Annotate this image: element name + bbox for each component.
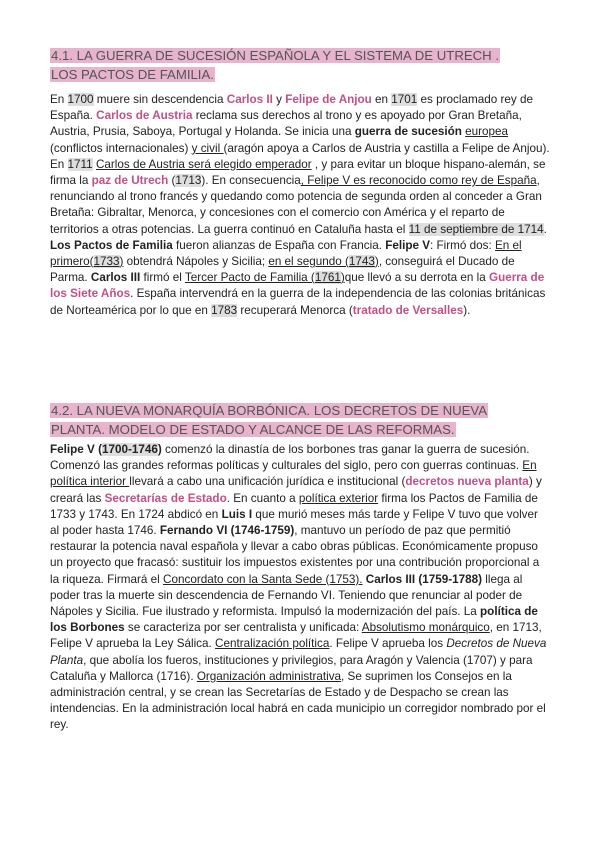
text-run: Carlos de Austria xyxy=(96,109,193,123)
section2-heading-line1: 4.2. LA NUEVA MONARQUÍA BORBÓNICA. LOS DECRETOS DE NUEVA xyxy=(51,403,488,418)
text-run: ) xyxy=(374,255,379,269)
section2-body xyxy=(50,442,550,734)
text-run: que llevó a su derrota en la xyxy=(344,271,489,285)
text-run: (conflictos internacionales) xyxy=(50,141,192,155)
text-run: decretos nueva planta xyxy=(405,475,529,489)
text-run: tratado de Versalles xyxy=(352,303,464,317)
text-run: , que abolía los fueros, instituciones y privilegios, para Aragón y Valencia (1707) y para Cataluña y Mallorca (1716). xyxy=(50,653,533,683)
text-run: . En cuanto a xyxy=(226,491,299,505)
text-run: Tercer Pacto de Familia ( xyxy=(184,271,315,285)
text-run: Guerra de los Siete Años xyxy=(50,271,545,301)
text-run: Absolutismo monárquico xyxy=(361,621,490,635)
text-run: En xyxy=(50,93,68,106)
text-run: Luis I xyxy=(221,507,253,521)
text-run: obtendrá Nápoles y Sicilia; xyxy=(123,255,269,269)
text-run: 1701 xyxy=(391,93,418,106)
text-run: firmó el xyxy=(140,271,185,285)
text-run: Los Pactos de Familia xyxy=(50,238,173,252)
section1-paragraph-2 xyxy=(50,238,550,319)
text-run: fueron alianzas de España con Francia. xyxy=(172,238,386,252)
section2-paragraph-1 xyxy=(50,442,550,734)
text-run: Carlos II xyxy=(226,93,273,106)
text-run: ). En consecuencia xyxy=(201,174,301,188)
text-run: 11 de septiembre de 1714 xyxy=(408,222,544,236)
text-run: muere sin descendencia xyxy=(93,93,227,106)
text-run: En política interior xyxy=(50,459,537,489)
section2-heading xyxy=(50,402,545,439)
text-run: , Felipe V es reconocido como rey de España xyxy=(300,174,537,188)
text-run: Decretos de Nueva Planta xyxy=(50,637,547,667)
section2-heading-line2: PLANTA. MODELO DE ESTADO Y ALCANCE DE LAS REFORMAS. xyxy=(51,421,455,437)
text-run: . Felipe V aprueba los xyxy=(329,637,447,651)
text-run: y civil xyxy=(191,141,224,155)
text-run: ). xyxy=(463,303,471,317)
text-run: Carlos III xyxy=(90,271,141,285)
text-run: Carlos de Austria será elegido emperador xyxy=(95,157,312,171)
section1-body xyxy=(50,92,550,319)
text-run: ( xyxy=(168,174,176,188)
text-run: Secretarías de Estado xyxy=(104,491,227,505)
text-run: 1700-1746 xyxy=(101,443,158,456)
text-run: Fernando VI (1746-1759) xyxy=(159,524,295,538)
text-run: 1700 xyxy=(67,93,94,106)
text-run: . España intervendrá en la guerra de la independencia de las colonias británicas de Norteamérica por lo que en xyxy=(50,287,546,317)
text-run: llega al poder tras la muerte sin descendencia de Fernando VI. Teniendo que renunciar al poder de Nápoles y Sicilia. Fue ilustrado y reformista. Impulsó la modernización del país. La xyxy=(50,572,523,619)
text-run: , en 1713, Felipe V aprueba la Ley Sálica. xyxy=(50,621,542,651)
text-run: , Se suprimen los Consejos en la administración central, y se crean las Secretarías de Estado y de Despacho se crean las intendencias. En la administración local habrá en cada municipio un corregidor nombrado por el rey. xyxy=(50,669,546,732)
section1-paragraph-1 xyxy=(50,92,550,238)
text-run: , mantuvo un período de paz que permitió restaurar la potencia naval española y llevar a cabo obras públicas. Económicamente propuso un proyecto que fracasó: sustituir los impuestos existentes por una contribución proporcional a la riqueza. Firmará el xyxy=(50,524,540,586)
text-run: En el primero( xyxy=(50,238,522,269)
text-run: Felipe V ( xyxy=(50,443,102,456)
text-run: recuperará Menorca ( xyxy=(237,303,353,317)
text-run: que murió meses más tarde y Felipe V tuvo que volver al poder hasta 1746. xyxy=(50,507,538,538)
text-run: Felipe de Anjou xyxy=(285,93,372,106)
text-run: Felipe V xyxy=(385,238,431,252)
text-run: ) y creará las xyxy=(50,475,542,505)
text-run: Centralización política xyxy=(215,637,330,651)
text-run: paz de Utrech xyxy=(91,174,169,188)
text-run: y xyxy=(272,93,286,106)
text-run: comenzó la dinastía de los borbones tras ganar la guerra de sucesión. Comenzó las grandes reformas políticas y culturales del siglo, pero con guerras continuas. xyxy=(50,443,530,473)
text-run: en xyxy=(371,93,392,106)
text-run: Concordato con la Santa Sede (1753). xyxy=(163,572,363,586)
text-run: , conseguirá el Ducado de Parma. xyxy=(50,255,515,285)
section1-heading-line2: LOS PACTOS DE FAMILIA. xyxy=(51,66,214,82)
text-run: reclama sus derechos al trono y es apoyado por Gran Bretaña, Austria, Prusia, Saboya, Portugal y Holanda. Se inicia una xyxy=(50,109,522,139)
text-run: 1743 xyxy=(348,255,375,269)
text-run: 1761 xyxy=(314,271,341,285)
text-run: en el segundo ( xyxy=(268,255,349,269)
text-run: 1733 xyxy=(93,255,120,269)
text-run: , renunciando al trono francés y quedando como potencia de segunda orden al conceder a Gran Bretaña: Gibraltar, Menorca, y concesiones con el comercio con América y el reparto de territorios a otras potencias. La guerra continuó en Cataluña hasta el xyxy=(50,174,542,236)
text-run: ) xyxy=(157,443,162,456)
section1-heading xyxy=(50,47,545,84)
text-run: . xyxy=(543,222,547,236)
text-run: llevará a cabo una unificación jurídica e institucional ( xyxy=(129,475,406,489)
text-run: , y para evitar un bloque hispano-alemán, se firma la xyxy=(50,157,546,188)
text-run: 1713 xyxy=(175,174,202,188)
section1-heading-line1: 4.1. LA GUERRA DE SUCESIÓN ESPAÑOLA Y EL SISTEMA DE UTRECH . xyxy=(51,48,500,63)
text-run: guerra de sucesión xyxy=(354,125,462,139)
text-run: 1711 xyxy=(67,157,93,171)
text-run: política de los Borbones xyxy=(50,605,538,635)
text-run: 1783 xyxy=(211,303,238,317)
text-run: ) xyxy=(340,271,345,285)
text-run: : Firmó dos: xyxy=(430,238,495,252)
text-run: europea xyxy=(465,125,509,139)
text-run: ) xyxy=(119,255,124,269)
text-run: se caracteriza por ser centralista y unificada: xyxy=(124,621,362,635)
text-run: es proclamado rey de España. xyxy=(50,93,533,123)
text-run: Organización administrativa xyxy=(196,669,342,683)
text-run: (aragón apoya a Carlos de Austria y castilla a Felipe de Anjou). En xyxy=(50,141,550,171)
text-run: política exterior xyxy=(298,491,379,505)
text-run: Carlos III (1759-1788) xyxy=(365,572,483,586)
text-run: firma los Pactos de Familia de 1733 y 1743. En 1724 abdicó en xyxy=(50,491,538,521)
